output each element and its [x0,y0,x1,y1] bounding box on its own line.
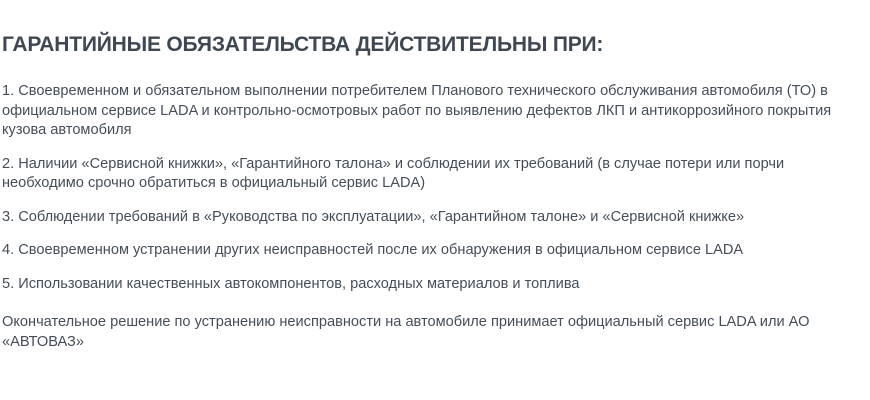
condition-item-3: 3. Соблюдении требований в «Руководства по эксплуатации», «Гарантийном талоне» и «Сервисной книжке» [2,208,745,225]
final-decision-note: Окончательное решение по устранению неисправности на автомобиле принимает официальный сервис LADA или АО «АВТОВАЗ» [2,314,810,350]
condition-item-5: 5. Использовании качественных автокомпонентов, расходных материалов и топлива [2,275,580,292]
condition-item-1: 1. Своевременном и обязательном выполнении потребителем Планового технического обслуживания автомобиля (ТО) в официальном сервисе LADA и контрольно-осмотровых работ по выявлению дефектов ЛКП и антикоррозийного покрытия кузова автомобиля [2,83,832,138]
condition-item-2: 2. Наличии «Сервисной книжки», «Гарантийного талона» и соблюдении их требований (в случае потери или порчи необходимо срочно обратиться в официальный сервис LADA) [2,155,785,191]
conditions-list [2,82,868,308]
section-title: ГАРАНТИЙНЫЕ ОБЯЗАТЕЛЬСТВА ДЕЙСТВИТЕЛЬНЫ ПРИ: [2,33,604,56]
condition-item-4: 4. Своевременном устранении других неисправностей после их обнаружения в официальном сервисе LADA [2,242,744,258]
